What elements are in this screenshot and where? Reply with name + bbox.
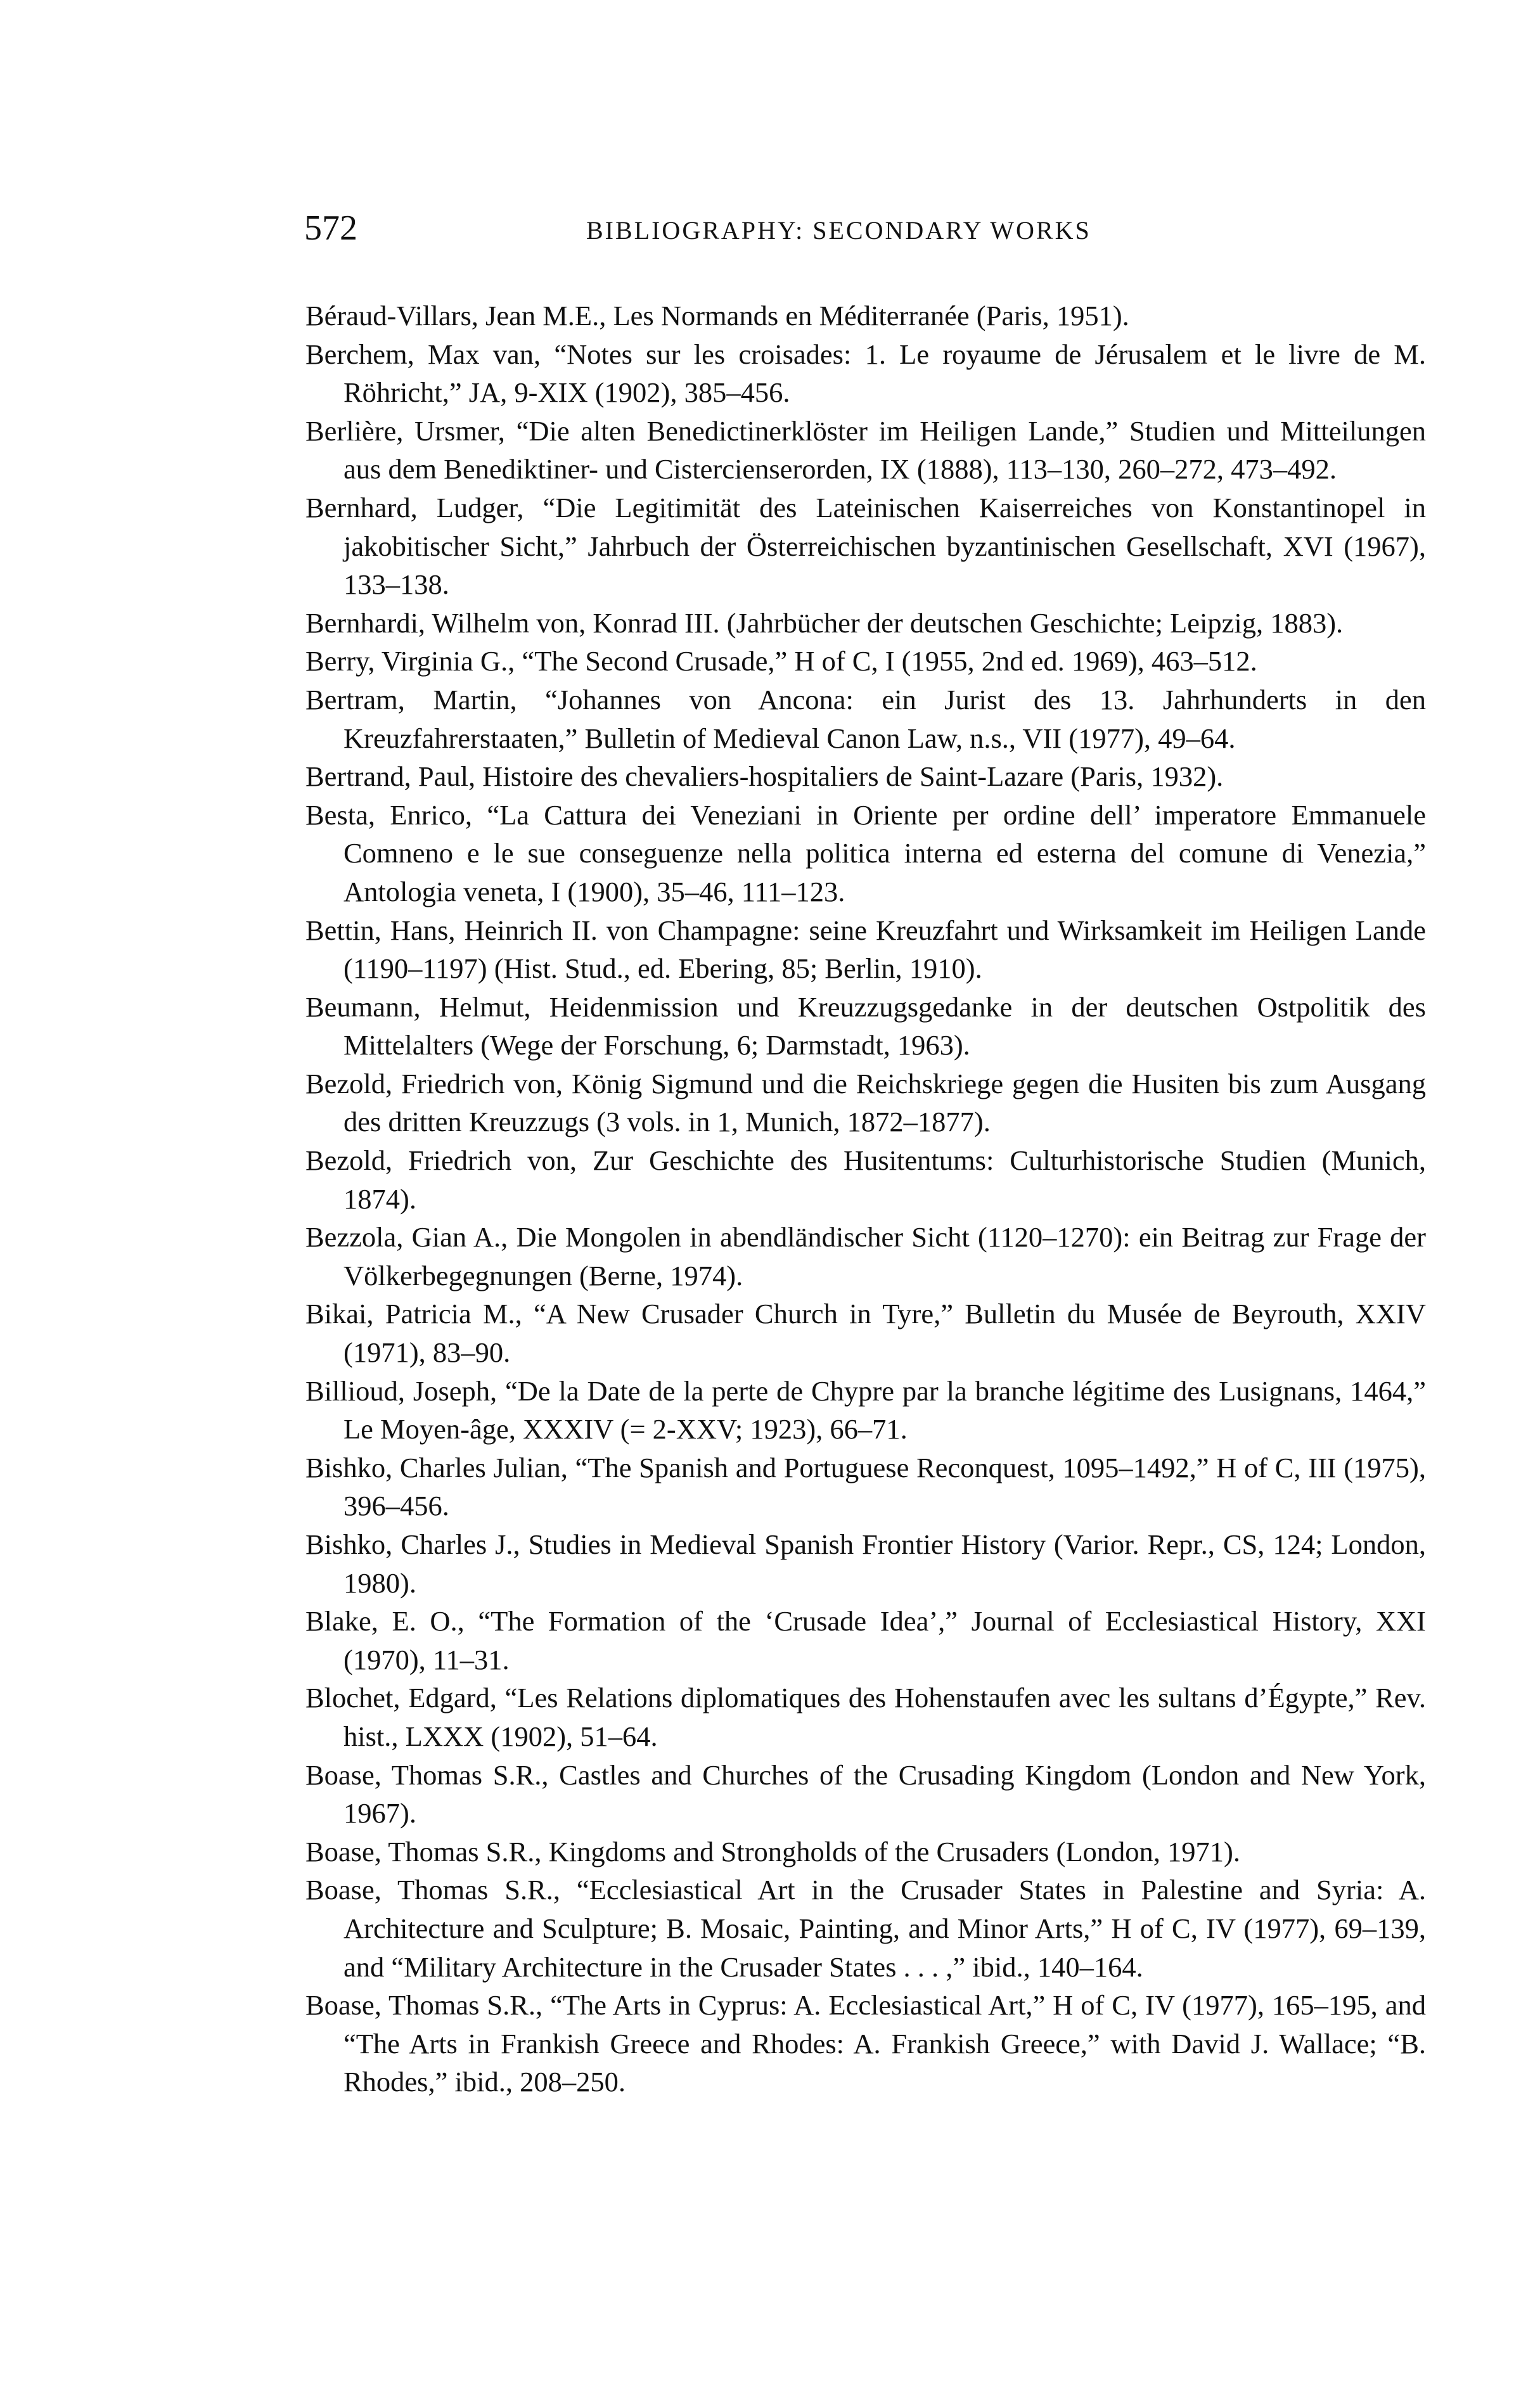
bibliography-entry: Bishko, Charles J., Studies in Medieval Spanish Frontier History (Varior. Repr., CS, 124; London, 1980).	[305, 1528, 1426, 1599]
bibliography-entry: Berry, Virginia G., “The Second Crusade,” H of C, I (1955, 2nd ed. 1969), 463–512.	[305, 645, 1257, 677]
bibliography-entry: Blake, E. O., “The Formation of the ‘Crusade Idea’,” Journal of Ecclesiastical History, XXI (1970), 11–31.	[305, 1605, 1426, 1675]
bibliography-entry: Bettin, Hans, Heinrich II. von Champagne: seine Kreuzfahrt und Wirksamkeit im Heiligen Lande (1190–1197) (Hist. Stud., ed. Ebering, 85; Berlin, 1910).	[305, 914, 1426, 985]
page-header	[304, 208, 1439, 248]
running-head: BIBLIOGRAPHY: SECONDARY WORKS	[586, 216, 1091, 245]
bibliography-entry: Boase, Thomas S.R., “Ecclesiastical Art in the Crusader States in Palestine and Syria: A. Architecture and Sculpture; B. Mosaic, Painting, and Minor Arts,” H of C, IV (1977), 69–139, and “Military Architecture in the Crusader States . . . ,” ibid., 140–164.	[305, 1874, 1426, 1983]
bibliography-entry: Bertram, Martin, “Johannes von Ancona: ein Jurist des 13. Jahrhunderts in den Kreuzfahrerstaaten,” Bulletin of Medieval Canon Law, n.s., VII (1977), 49–64.	[305, 683, 1426, 754]
bibliography-entry: Berlière, Ursmer, “Die alten Benedictinerklöster im Heiligen Lande,” Studien und Mitteilungen aus dem Benediktiner- und Cistercienserorden, IX (1888), 113–130, 260–272, 473–492.	[305, 414, 1426, 485]
bibliography-entry: Boase, Thomas S.R., “The Arts in Cyprus: A. Ecclesiastical Art,” H of C, IV (1977), 165–195, and “The Arts in Frankish Greece and Rhodes: A. Frankish Greece,” with David J. Wallace; “B. Rhodes,” ibid., 208–250.	[305, 1989, 1426, 2098]
bibliography-entry: Bezold, Friedrich von, König Sigmund und die Reichskriege gegen die Husiten bis zum Ausgang des dritten Kreuzzugs (3 vols. in 1, Munich, 1872–1877).	[305, 1067, 1426, 1138]
bibliography-entry: Boase, Thomas S.R., Castles and Churches of the Crusading Kingdom (London and New York, 1967).	[305, 1758, 1426, 1829]
bibliography-entry: Bezzola, Gian A., Die Mongolen in abendländischer Sicht (1120–1270): ein Beitrag zur Frage der Völkerbegegnungen (Berne, 1974).	[305, 1221, 1426, 1291]
bibliography-entry: Bertrand, Paul, Histoire des chevaliers-hospitaliers de Saint-Lazare (Paris, 1932).	[305, 760, 1224, 793]
bibliography-entry: Bishko, Charles Julian, “The Spanish and Portuguese Reconquest, 1095–1492,” H of C, III (1975), 396–456.	[305, 1451, 1426, 1522]
bibliography-entry: Bernhard, Ludger, “Die Legitimität des Lateinischen Kaiserreiches von Konstantinopel in jakobitischer Sicht,” Jahrbuch der Österreichischen byzantinischen Gesellschaft, XVI (1967), 133–138.	[305, 491, 1426, 601]
bibliography-entry: Bezold, Friedrich von, Zur Geschichte des Husitentums: Culturhistorische Studien (Munich, 1874).	[305, 1144, 1426, 1215]
bibliography-entry: Blochet, Edgard, “Les Relations diplomatiques des Hohenstaufen avec les sultans d’Égypte,” Rev. hist., LXXX (1902), 51–64.	[305, 1682, 1426, 1752]
bibliography-entry: Beumann, Helmut, Heidenmission und Kreuzzugsgedanke in der deutschen Ostpolitik des Mittelalters (Wege der Forschung, 6; Darmstadt, 1963).	[305, 990, 1426, 1061]
bibliography-entry: Boase, Thomas S.R., Kingdoms and Strongholds of the Crusaders (London, 1971).	[305, 1835, 1240, 1867]
bibliography-list	[305, 297, 1426, 2101]
bibliography-entry: Besta, Enrico, “La Cattura dei Veneziani in Oriente per ordine dell’ imperatore Emmanuele Comneno e le sue conseguenze nella politica interna ed esterna del comune di Venezia,” Antologia veneta, I (1900), 35–46, 111–123.	[305, 798, 1426, 907]
bibliography-entry: Bikai, Patricia M., “A New Crusader Church in Tyre,” Bulletin du Musée de Beyrouth, XXIV (1971), 83–90.	[305, 1298, 1426, 1369]
bibliography-entry: Billioud, Joseph, “De la Date de la perte de Chypre par la branche légitime des Lusignans, 1464,” Le Moyen-âge, XXXIV (= 2-XXV; 1923), 66–71.	[305, 1374, 1426, 1445]
bibliography-entry: Berchem, Max van, “Notes sur les croisades: 1. Le royaume de Jérusalem et le livre de M. Röhricht,” JA, 9-XIX (1902), 385–456.	[305, 338, 1426, 409]
page-number: 572	[304, 208, 357, 248]
bibliography-entry: Bernhardi, Wilhelm von, Konrad III. (Jahrbücher der deutschen Geschichte; Leipzig, 1883).	[305, 606, 1344, 639]
bibliography-entry: Béraud-Villars, Jean M.E., Les Normands en Méditerranée (Paris, 1951).	[305, 300, 1129, 331]
